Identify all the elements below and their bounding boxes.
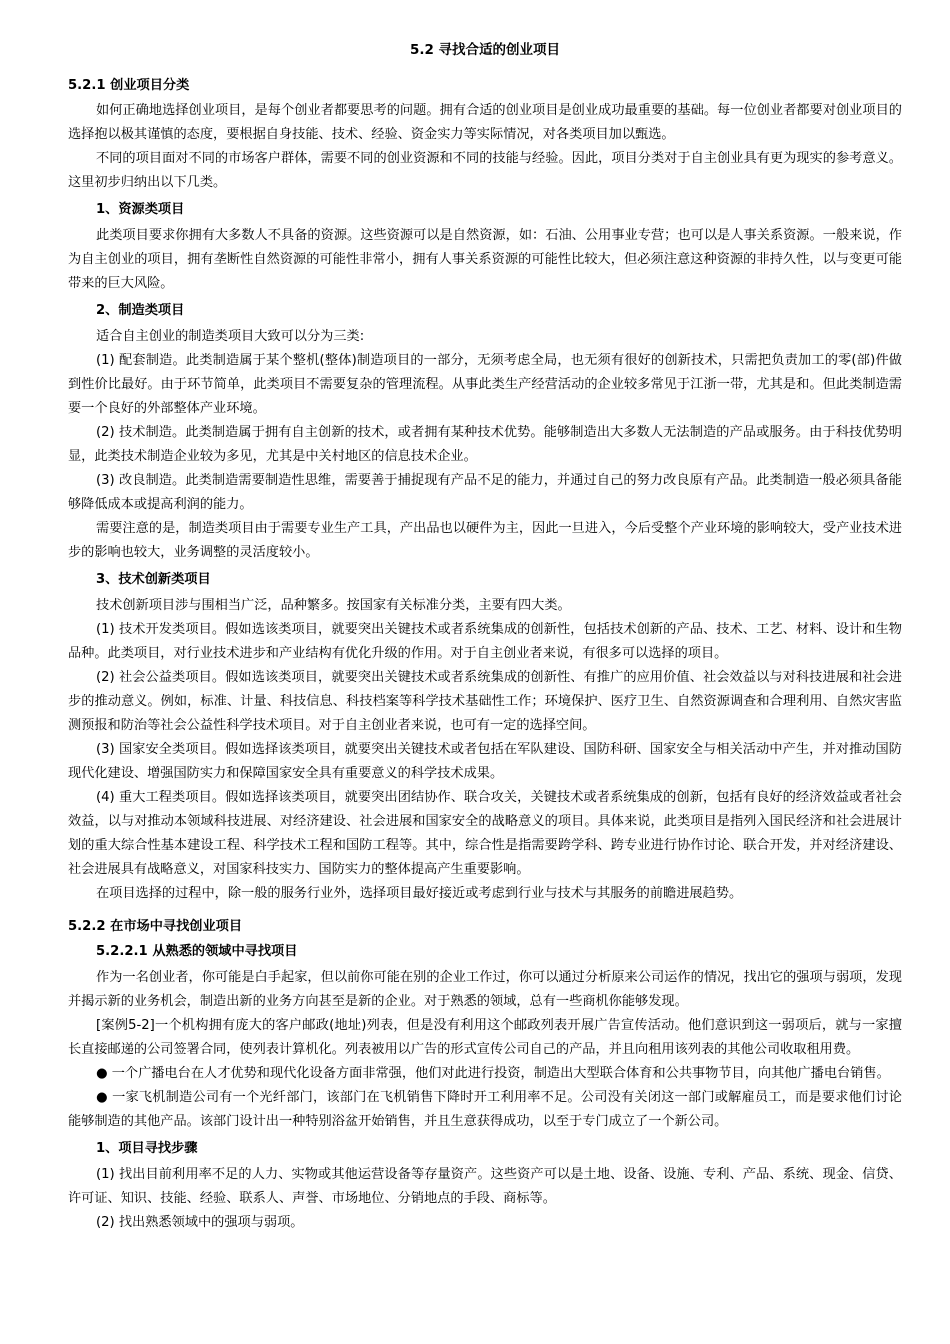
list-item: (2) 社会公益类项目。假如选该类项目，就要突出关键技术或者系统集成的创新性、有推广的应用价值、社会效益以与对科技进展和社会进步的推动意义。例如，标准、计量、科技信息、科技档案等科学技术基础性工作；环境保护、医疗卫生、自然资源调查和合理利用、自然灾害监测预报和防治等社会公益性科学技术项目。对于自主创业者来说，也可有一定的选择空间。 [68,670,902,733]
list-item: (1) 找出目前利用率不足的人力、实物或其他运营设备等存量资产。这些资产可以是土地、设备、设施、专利、产品、系统、现金、信贷、许可证、知识、技能、经验、联系人、声誉、市场地位、分销地点的手段、商标等。 [68,1167,902,1206]
paragraph: 需要注意的是，制造类项目由于需要专业生产工具，产出品也以硬件为主，因此一旦进入，今后受整个产业环境的影响较大，受产业技术进步的影响也较大，业务调整的灵活度较小。 [68,521,902,560]
list-item: (1) 技术开发类项目。假如选该类项目，就要突出关键技术或者系统集成的创新性，包括技术创新的产品、技术、工艺、材料、设计和生物品种。此类项目，对行业技术进步和产业结构有优化升级的作用。对于自主创业者来说，有很多可以选择的项目。 [68,622,902,661]
list-item: (4) 重大工程类项目。假如选择该类项目，就要突出团结协作、联合攻关，关键技术或者系统集成的创新，包括有良好的经济效益或者社会效益，以与对推动本领域科技进展、对经济建设、社会进展和国家安全的战略意义的项目。具体来说，此类项目是指列入国民经济和社会进展计划的重大综合性基本建设工程、科学技术工程和国防工程等。其中，综合性是指需要跨学科、跨专业进行协作讨论、联合开发，并对经济建设、社会进展具有战略意义，对国家科技实力、国防实力的整体提高产生重要影响。 [68,790,902,877]
subsection-heading-5-2-2-1: 5.2.2.1 从熟悉的领域中寻找项目 [96,944,298,959]
paragraph: 适合自主创业的制造类项目大致可以分为三类: [96,329,365,344]
page-title: 5.2 寻找合适的创业项目 [409,42,561,58]
section-heading-5-2-2: 5.2.2 在市场中寻找创业项目 [68,919,243,934]
paragraph: 在项目选择的过程中，除一般的服务行业外，选择项目最好接近或考虑到行业与技术与其服务的前瞻进展趋势。 [96,886,743,901]
paragraph: 此类项目要求你拥有大多数人不具备的资源。这些资源可以是自然资源，如：石油、公用事业专营；也可以是人事关系资源。一般来说，作为自主创业的项目，拥有垄断性自然资源的可能性非常小，拥有人事关系资源的可能性比较大，但必须注意这种资源的非持久性，以与变更可能带来的巨大风险。 [68,228,902,291]
heading-manufacture-projects: 2、制造类项目 [96,303,185,318]
heading-tech-innovation-projects: 3、技术创新类项目 [96,572,211,587]
bullet-item: ● 一家飞机制造公司有一个光纤部门，该部门在飞机销售下降时开工利用率不足。公司没有关闭这一部门或解雇员工，而是要求他们讨论能够制造的其他产品。该部门设计出一种特别浴盆开始销售，并且生意获得成功，以至于专门成立了一个新公司。 [68,1090,902,1129]
list-item: (3) 改良制造。此类制造需要制造性思维，需要善于捕捉现有产品不足的能力，并通过自己的努力改良原有产品。此类制造一般必须具备能够降低成本或提高利润的能力。 [68,473,902,512]
list-item: (3) 国家安全类项目。假如选择该类项目，就要突出关键技术或者包括在军队建设、国防科研、国家安全与相关活动中产生，并对推动国防现代化建设、增强国防实力和保障国家安全具有重要意义的科学技术成果。 [68,742,902,781]
heading-resource-projects: 1、资源类项目 [96,202,185,217]
paragraph: 不同的项目面对不同的市场客户群体，需要不同的创业资源和不同的技能与经验。因此，项目分类对于自主创业具有更为现实的参考意义。这里初步归纳出以下几类。 [68,151,902,190]
paragraph: 如何正确地选择创业项目，是每个创业者都要思考的问题。拥有合适的创业项目是创业成功最重要的基础。每一位创业者都要对创业项目的选择抱以极其谨慎的态度，要根据自身技能、技术、经验、资金实力等实际情况，对各类项目加以甄选。 [68,103,902,142]
case-paragraph: [案例5-2]一个机构拥有庞大的客户邮政(地址)列表，但是没有利用这个邮政列表开展广告宣传活动。他们意识到这一弱项后，就与一家擅长直接邮递的公司签署合同，使列表计算机化。列表被用以广告的形式宣传公司自己的产品，并且向租用该列表的其他公司收取租用费。 [68,1018,902,1057]
bullet-item: ● 一个广播电台在人才优势和现代化设备方面非常强，他们对此进行投资，制造出大型联合体育和公共事物节目，向其他广播电台销售。 [96,1066,890,1081]
heading-project-search-steps: 1、项目寻找步骤 [96,1141,198,1156]
list-item: (2) 找出熟悉领域中的强项与弱项。 [96,1215,304,1230]
paragraph: 作为一名创业者，你可能是白手起家，但以前你可能在别的企业工作过，你可以通过分析原来公司运作的情况，找出它的强项与弱项，发现并揭示新的业务机会，制造出新的业务方向甚至是新的企业。对于熟悉的领域，总有一些商机你能够发现。 [68,970,902,1009]
list-item: (2) 技术制造。此类制造属于拥有自主创新的技术，或者拥有某种技术优势。能够制造出大多数人无法制造的产品或服务。由于科技优势明显，此类技术制造企业较为多见，尤其是中关村地区的信息技术企业。 [68,425,902,464]
paragraph: 技术创新项目涉与围相当广泛，品种繁多。按国家有关标准分类，主要有四大类。 [96,598,571,613]
section-heading-5-2-1: 5.2.1 创业项目分类 [68,78,190,93]
list-item: (1) 配套制造。此类制造属于某个整机(整体)制造项目的一部分，无须考虑全局，也无须有很好的创新技术，只需把负责加工的零(部)件做到性价比最好。由于环节简单，此类项目不需要复杂的管理流程。从事此类生产经营活动的企业较多常见于江浙一带，尤其是和。但此类制造需要一个良好的外部整体产业环境。 [68,353,902,416]
document-page [68,38,902,1235]
